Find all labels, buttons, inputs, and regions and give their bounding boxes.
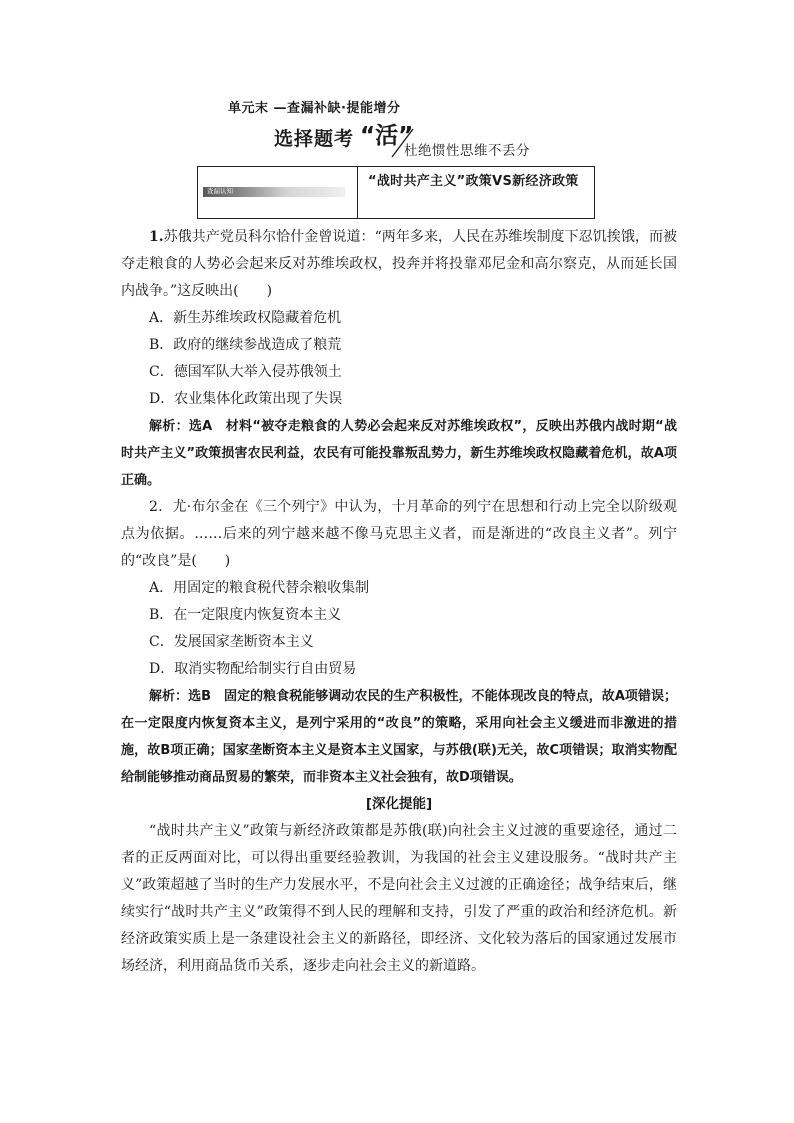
question-2 xyxy=(121,494,677,575)
main-content xyxy=(121,224,677,980)
question-2-number: 2． xyxy=(149,499,173,515)
topic-tag xyxy=(203,187,345,197)
question-2-option-a: A．用固定的粮食税代替余粮收集制 xyxy=(149,580,370,596)
section-title-banner xyxy=(274,120,574,160)
question-2-option-b: B．在一定限度内恢复资本主义 xyxy=(149,607,342,623)
question-1-option-b: B．政府的继续参战造成了粮荒 xyxy=(149,337,342,353)
topic-tag-label: 查漏认知 xyxy=(207,187,233,195)
question-1-option-c: C．德国军队大举入侵苏俄领土 xyxy=(149,364,342,380)
question-1-analysis: 解析：选A 材料“被夺走粮食的人势必会起来反对苏维埃政权”，反映出苏俄内战时期“战时共产主义”政策损害农民利益，农民有可能投靠叛乱势力，新生苏维埃政权隐藏着危机，故A项正确。 xyxy=(121,419,677,488)
question-2-option-c: C．发展国家垄断资本主义 xyxy=(149,634,314,650)
question-2-analysis: 解析：选B 固定的粮食税能够调动农民的生产积极性，不能体现改良的特点，故A项错误；在一定限度内恢复资本主义，是列宁采用的“改良”的策略，采用向社会主义缓进而非激进的措施，故B项正确；国家垄断资本主义是资本主义国家，与苏俄(联)无关，故C项错误；取消实物配给制能够推动商品贸易的繁荣，而非资本主义社会独有，故D项错误。 xyxy=(121,689,677,785)
topic-box xyxy=(197,166,595,219)
question-2-option-d: D．取消实物配给制实行自由贸易 xyxy=(149,661,357,677)
topic-title: “战时共产主义”政策VS新经济政策 xyxy=(368,174,579,189)
title-main: 选择题考 xyxy=(274,128,355,150)
question-1 xyxy=(121,224,677,305)
question-1-option-d: D．农业集体化政策出现了失误 xyxy=(149,391,343,407)
unit-header: 单元末 —查漏补缺·提能增分 xyxy=(228,101,401,116)
question-1-option-a: A．新生苏维埃政权隐藏着危机 xyxy=(149,310,342,326)
deepen-paragraph: “战时共产主义”政策与新经济政策都是苏俄(联)向社会主义过渡的重要途径，通过二者的正反两面对比，可以得出重要经验教训，为我国的社会主义建设服务。“战时共产主义”政策超越了当时的生产力发展水平，不是向社会主义过渡的正确途径；战争结束后，继续实行“战时共产主义”政策得不到人民的理解和支持，引发了严重的政治和经济危机。新经济政策实质上是一条建设社会主义的新路径，即经济、文化较为落后的国家通过发展市场经济，利用商品货币关系，逐步走向社会主义的新道路。 xyxy=(121,823,677,974)
question-1-number: 1. xyxy=(149,229,164,245)
question-1-stem: 苏俄共产党员科尔恰什金曾说道：“两年多来，人民在苏维埃制度下忍饥挨饿，而被夺走粮食的人势必会起来反对苏维埃政权，投奔并将投靠邓尼金和高尔察克，从而延长国内战争。”这反映出( ) xyxy=(121,229,677,299)
title-subtitle: 杜绝惯性思维不丢分 xyxy=(404,143,530,159)
topic-divider xyxy=(357,167,358,218)
question-2-stem: 尤·布尔金在《三个列宁》中认为，十月革命的列宁在思想和行动上完全以阶级观点为依据。……后来的列宁越来越不像马克思主义者，而是渐进的“改良主义者”。列宁的“改良”是( ) xyxy=(121,499,677,569)
deepen-section-title: [深化提能] xyxy=(365,796,433,812)
title-emphasis: “活” xyxy=(360,123,414,149)
